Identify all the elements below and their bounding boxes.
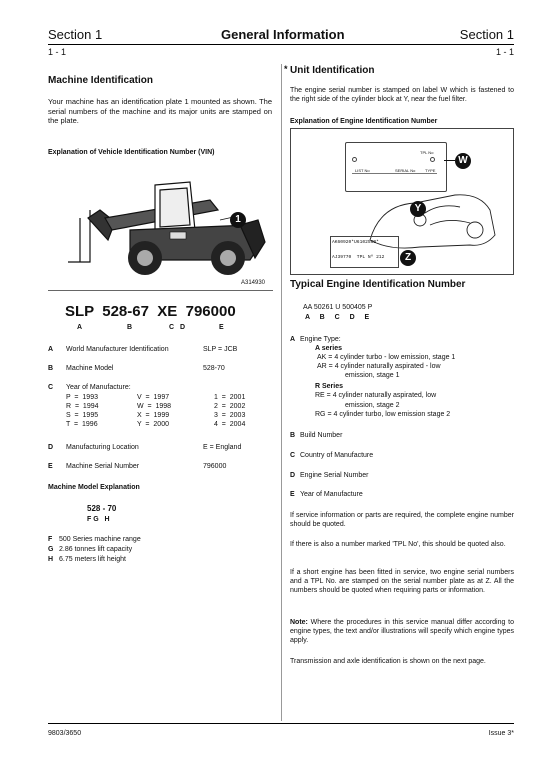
rivet-icon <box>352 157 357 162</box>
year-code: T = 1996 <box>66 421 98 428</box>
label-serial: SERIAL No <box>395 168 416 173</box>
machine-id-heading: Machine Identification <box>48 75 154 86</box>
engine-letter-a: A <box>290 336 296 343</box>
year-code: Y = 2000 <box>137 421 169 428</box>
page-title: General Information <box>221 27 345 42</box>
page-number-left: 1 - 1 <box>48 47 67 57</box>
row-letter: B <box>48 365 54 372</box>
page-number-right: 1 - 1 <box>495 47 514 57</box>
model-row-text: 6.75 meters lift height <box>59 556 126 563</box>
plate-line-1: AK60920*U610256B* <box>332 240 379 245</box>
engine-letters: A B C D E <box>305 314 370 321</box>
para-1: If service information or parts are required, the complete engine number should be quoted. <box>290 512 514 528</box>
e-label: Year of Manufacture <box>300 491 363 498</box>
unit-mark: * <box>284 64 288 74</box>
year-code: P = 1993 <box>66 394 98 401</box>
vin-letter-e: E <box>219 324 224 331</box>
a-series-label: A series <box>315 345 342 352</box>
model-heading: Machine Model Explanation <box>48 484 140 491</box>
para-2: If there is also a number marked 'TPL No', this should be quoted also. <box>290 541 506 548</box>
image-ref: A314930 <box>241 280 266 286</box>
callout-z: Z <box>400 250 416 266</box>
header-rule <box>48 44 514 45</box>
row-value: E = England <box>203 444 242 451</box>
year-code: X = 1999 <box>137 412 170 419</box>
d-label: Engine Serial Number <box>300 472 369 479</box>
model-row-letter: F <box>48 536 53 543</box>
row-label: Manufacturing Location <box>66 444 139 451</box>
row-letter: E <box>48 463 53 470</box>
row-label: World Manufacturer Identification <box>66 346 169 353</box>
r-series-line: RE = 4 cylinder naturally aspirated, low <box>315 392 437 399</box>
year-code: 2 = 2002 <box>214 403 246 410</box>
callout-w: W <box>455 153 471 169</box>
footer-rule <box>48 723 514 724</box>
year-code: W = 1998 <box>137 403 172 410</box>
year-code: 1 = 2001 <box>214 394 246 401</box>
a-series-line: AR = 4 cylinder naturally aspirated - low <box>317 363 441 370</box>
plate-line <box>352 173 437 174</box>
note-label: Note: <box>290 619 308 626</box>
note-text: Where the procedures in this service manual differ according to engine types, the text and/or illustrations will specify which engine types apply. <box>290 619 514 644</box>
footer-left: 9803/3650 <box>48 730 82 737</box>
figure-rule <box>48 290 273 291</box>
engine-letter-b: B <box>290 432 296 439</box>
model-letters: F G H <box>87 516 110 523</box>
para-4: Transmission and axle identification is shown on the next page. <box>290 658 486 665</box>
row-letter: D <box>48 444 54 451</box>
typical-heading: Typical Engine Identification Number <box>290 279 466 290</box>
c-label: Country of Manufacture <box>300 452 374 459</box>
engine-letter-c: C <box>290 452 296 459</box>
year-code: S = 1995 <box>66 412 99 419</box>
vin-letter-cd: C D <box>169 324 186 331</box>
engine-type-label: Engine Type: <box>300 336 341 343</box>
row-value: 528-70 <box>203 365 225 372</box>
row-letter: A <box>48 346 54 353</box>
year-code: R = 1994 <box>66 403 99 410</box>
plate-line-2: AJ39770 TPL Nº 212 <box>332 255 385 260</box>
row-label: Machine Serial Number <box>66 463 140 470</box>
note-paragraph <box>290 618 514 645</box>
vin-code: SLP 528-67 XE 796000 <box>65 303 236 320</box>
para-3: If a short engine has been fitted in service, two engine serial numbers and a TPL No. are stamped on the serial number plate as at Z. All the numbers should be quoted when requiring parts or information. <box>290 569 514 594</box>
footer-right: Issue 3* <box>488 730 514 737</box>
a-series-line: AK = 4 cylinder turbo - low emission, stage 1 <box>317 354 456 361</box>
column-divider <box>281 64 282 721</box>
leader-line <box>444 160 455 161</box>
row-label: Machine Model <box>66 365 114 372</box>
engine-letter-e: E <box>290 491 295 498</box>
row-letter: C <box>48 384 54 391</box>
b-label: Build Number <box>300 432 343 439</box>
model-code: 528 - 70 <box>87 504 117 513</box>
unit-heading: Unit Identification <box>290 65 375 76</box>
section-label-right: Section 1 <box>459 27 514 42</box>
r-series-line: emission, stage 2 <box>345 402 400 409</box>
model-row-letter: G <box>48 546 54 553</box>
engine-letter-d: D <box>290 472 296 479</box>
model-row-letter: H <box>48 556 54 563</box>
label-tpl: TPL No <box>420 150 434 155</box>
row-value: 796000 <box>203 463 227 470</box>
vin-heading: Explanation of Vehicle Identification Number (VIN) <box>48 149 215 156</box>
model-row-text: 500 Series machine range <box>59 536 141 543</box>
year-code: V = 1997 <box>137 394 170 401</box>
engine-code: AA 50261 U 500405 P <box>303 304 373 311</box>
a-series-line: emission, stage 1 <box>345 372 400 379</box>
label-lst: LIST No <box>355 168 370 173</box>
row-value: SLP = JCB <box>203 346 238 353</box>
vin-letter-b: B <box>127 324 133 331</box>
callout-1: 1 <box>230 212 246 228</box>
row-label: Year of Manufacture: <box>66 384 131 391</box>
machine-id-text: Your machine has an identification plate 1 mounted as shown. The serial numbers of the machine and its major units are stamped on the plate. <box>48 97 272 125</box>
model-row-text: 2.86 tonnes lift capacity <box>59 546 133 553</box>
r-series-label: R Series <box>315 383 344 390</box>
unit-text: The engine serial number is stamped on label W which is fastened to the right side of the cylinder block at Y, near the fuel filter. <box>290 87 514 103</box>
label-type: TYPE <box>425 168 436 173</box>
callout-y: Y <box>410 201 426 217</box>
engine-expl-heading: Explanation of Engine Identification Number <box>290 118 438 125</box>
r-series-line: RG = 4 cylinder turbo, low emission stage 2 <box>315 411 451 418</box>
year-code: 4 = 2004 <box>214 421 246 428</box>
rivet-icon <box>430 157 435 162</box>
year-code: 3 = 2003 <box>214 412 246 419</box>
vin-letter-a: A <box>77 324 83 331</box>
section-label-left: Section 1 <box>48 27 103 42</box>
